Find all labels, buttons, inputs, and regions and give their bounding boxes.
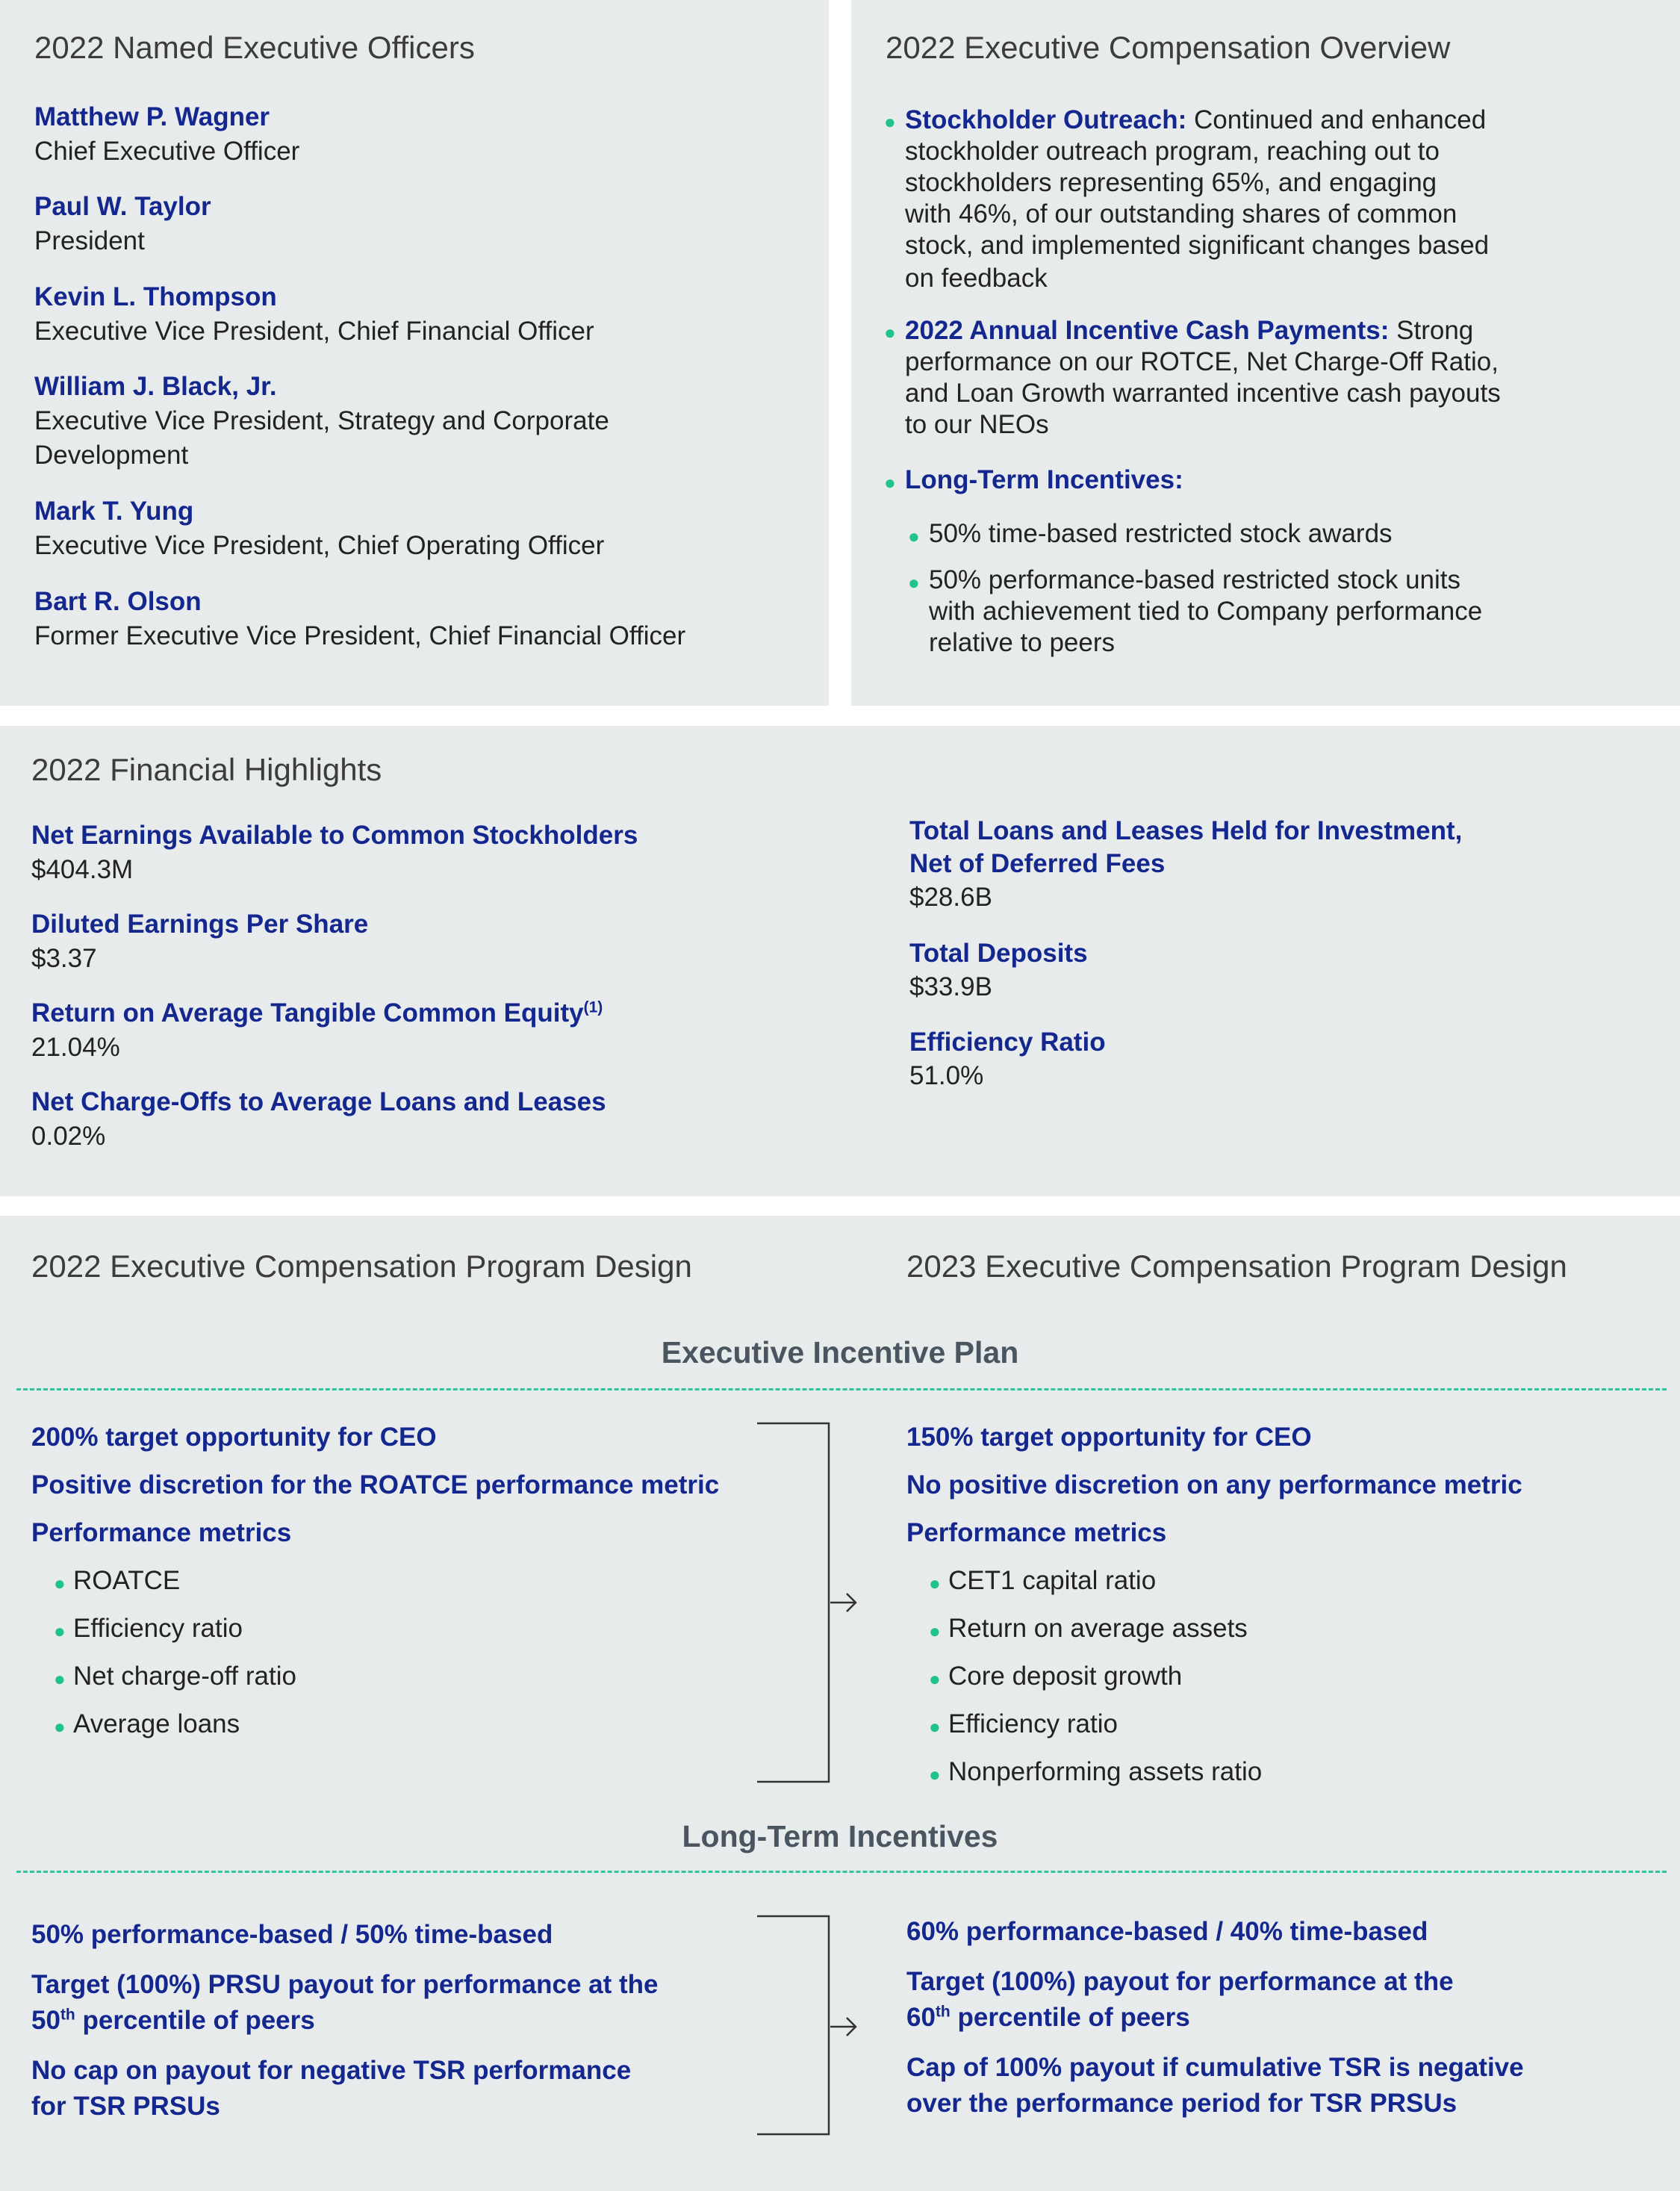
officer-title-cont: Development xyxy=(34,441,189,470)
bullet-icon: ● xyxy=(54,1715,66,1738)
metric-label-cont: Net of Deferred Fees xyxy=(909,849,1166,878)
bullet-icon: ● xyxy=(54,1620,66,1642)
officer-name: William J. Black, Jr. xyxy=(34,372,277,401)
metric-label: Diluted Earnings Per Share xyxy=(31,910,369,939)
officer-title: President xyxy=(34,226,145,255)
bracket-arrow-icon xyxy=(754,1915,866,2136)
bullet-icon: ● xyxy=(929,1715,941,1738)
lti-right-line-2b xyxy=(906,2001,1190,2035)
officer-title: Former Executive Vice President, Chief Financial Officer xyxy=(34,621,686,650)
officer-name: Paul W. Taylor xyxy=(34,192,211,221)
outreach-text: stockholder outreach program, reaching out to xyxy=(905,137,1440,166)
lti-sub-item: 50% time-based restricted stock awards xyxy=(929,519,1393,548)
lti-right-line: 60% performance-based / 40% time-based xyxy=(906,1917,1428,1946)
divider xyxy=(16,1388,1667,1390)
lti-label: Long-Term Incentives: xyxy=(905,465,1183,494)
bracket-arrow-icon xyxy=(754,1422,866,1783)
outreach-text: Continued and enhanced xyxy=(1194,105,1487,134)
cash-line xyxy=(905,314,1473,348)
eip-left-metric: Net charge-off ratio xyxy=(73,1662,296,1691)
officer-title: Executive Vice President, Chief Financial Officer xyxy=(34,317,594,346)
officer-title: Executive Vice President, Chief Operating Officer xyxy=(34,531,605,560)
eip-left-metric: Efficiency ratio xyxy=(73,1614,243,1643)
percentile-text: percentile of peers xyxy=(950,2003,1190,2032)
metric-value: 21.04% xyxy=(31,1033,120,1062)
metric-label: Total Loans and Leases Held for Investment, xyxy=(909,816,1463,845)
eip-right-metric: Return on average assets xyxy=(948,1614,1248,1643)
eip-left-metric: Average loans xyxy=(73,1709,240,1738)
cash-label: 2022 Annual Incentive Cash Payments: xyxy=(905,316,1390,345)
officer-title: Chief Executive Officer xyxy=(34,137,300,166)
outreach-text: with 46%, of our outstanding shares of common xyxy=(905,199,1457,229)
bullet-icon: ● xyxy=(884,321,896,344)
bullet-icon: ● xyxy=(54,1572,66,1594)
metric-label: Return on Average Tangible Common Equity xyxy=(31,998,584,1028)
metric-value: $3.37 xyxy=(31,944,97,973)
metric-value: $404.3M xyxy=(31,855,134,884)
bullet-icon: ● xyxy=(54,1668,66,1690)
lti-left-line: 50% performance-based / 50% time-based xyxy=(31,1920,553,1949)
neo-heading: 2022 Named Executive Officers xyxy=(34,30,475,65)
lti-right-line: over the performance period for TSR PRSUs xyxy=(906,2089,1457,2118)
bullet-icon: ● xyxy=(884,471,896,494)
eip-left-line: 200% target opportunity for CEO xyxy=(31,1423,437,1452)
eip-right-line: 150% target opportunity for CEO xyxy=(906,1423,1312,1452)
outreach-label: Stockholder Outreach: xyxy=(905,105,1187,134)
financial-heading: 2022 Financial Highlights xyxy=(31,752,382,787)
lti-right-line: Target (100%) payout for performance at the xyxy=(906,1967,1454,1996)
metric-label-rotce xyxy=(31,996,603,1031)
financial-panel xyxy=(0,726,1680,1196)
bullet-icon: ● xyxy=(929,1763,941,1786)
officer-name: Kevin L. Thompson xyxy=(34,282,277,311)
bullet-icon: ● xyxy=(884,111,896,133)
eip-title: Executive Incentive Plan xyxy=(661,1335,1019,1370)
metric-value: $28.6B xyxy=(909,883,992,912)
eip-right-metric: Core deposit growth xyxy=(948,1662,1183,1691)
lti-left-line: No cap on payout for negative TSR performance xyxy=(31,2056,632,2085)
overview-panel xyxy=(851,0,1680,706)
bullet-icon: ● xyxy=(929,1572,941,1594)
eip-left-line: Positive discretion for the ROATCE performance metric xyxy=(31,1470,720,1499)
lti-title: Long-Term Incentives xyxy=(682,1819,998,1853)
footnote-marker: (1) xyxy=(583,998,603,1016)
lti-sub-item: 50% performance-based restricted stock units xyxy=(929,565,1460,594)
lti-right-line: Cap of 100% payout if cumulative TSR is negative xyxy=(906,2053,1524,2082)
eip-right-metric: CET1 capital ratio xyxy=(948,1566,1157,1595)
metric-label: Efficiency Ratio xyxy=(909,1028,1106,1057)
cash-text: to our NEOs xyxy=(905,410,1049,439)
bullet-icon: ● xyxy=(929,1620,941,1642)
eip-right-line: Performance metrics xyxy=(906,1518,1167,1547)
design-heading-2023: 2023 Executive Compensation Program Design xyxy=(906,1249,1567,1284)
outreach-text: stockholders representing 65%, and engaging xyxy=(905,168,1437,197)
cash-text: and Loan Growth warranted incentive cash payouts xyxy=(905,379,1501,408)
officer-title: Executive Vice President, Strategy and Corporate xyxy=(34,406,609,435)
officer-name: Mark T. Yung xyxy=(34,497,194,526)
bullet-icon: ● xyxy=(908,525,920,547)
cash-text: Strong xyxy=(1396,316,1474,345)
eip-right-line: No positive discretion on any performance metric xyxy=(906,1470,1522,1499)
ordinal-suffix: th xyxy=(60,2006,75,2024)
eip-right-metric: Efficiency ratio xyxy=(948,1709,1118,1738)
design-panel xyxy=(0,1216,1680,2191)
lti-left-line: Target (100%) PRSU payout for performance at the xyxy=(31,1970,659,1999)
neo-panel xyxy=(0,0,829,706)
eip-left-metric: ROATCE xyxy=(73,1566,181,1595)
lti-left-line: for TSR PRSUs xyxy=(31,2092,220,2121)
percentile-number: 60 xyxy=(906,2003,936,2032)
percentile-text: percentile of peers xyxy=(75,2006,315,2035)
lti-sub-item: relative to peers xyxy=(929,628,1116,657)
officer-name: Bart R. Olson xyxy=(34,587,202,616)
metric-value: $33.9B xyxy=(909,972,992,1001)
metric-label: Net Charge-Offs to Average Loans and Leases xyxy=(31,1087,606,1116)
metric-value: 51.0% xyxy=(909,1061,984,1090)
outreach-line xyxy=(905,103,1486,137)
lti-left-line-2b xyxy=(31,2004,315,2038)
cash-text: performance on our ROTCE, Net Charge-Off Ratio, xyxy=(905,347,1499,376)
lti-sub-item: with achievement tied to Company performance xyxy=(929,597,1483,626)
percentile-number: 50 xyxy=(31,2006,60,2035)
metric-label: Total Deposits xyxy=(909,939,1088,968)
metric-value: 0.02% xyxy=(31,1122,106,1151)
officer-name: Matthew P. Wagner xyxy=(34,102,270,131)
bullet-icon: ● xyxy=(929,1668,941,1690)
outreach-text: on feedback xyxy=(905,264,1048,293)
bullet-icon: ● xyxy=(908,571,920,594)
metric-label: Net Earnings Available to Common Stockholders xyxy=(31,821,638,850)
outreach-text: stock, and implemented significant changes based xyxy=(905,231,1490,260)
eip-left-line: Performance metrics xyxy=(31,1518,292,1547)
eip-right-metric: Nonperforming assets ratio xyxy=(948,1757,1263,1786)
divider xyxy=(16,1871,1667,1873)
overview-heading: 2022 Executive Compensation Overview xyxy=(886,30,1451,65)
ordinal-suffix: th xyxy=(935,2003,951,2021)
design-heading-2022: 2022 Executive Compensation Program Design xyxy=(31,1249,692,1284)
